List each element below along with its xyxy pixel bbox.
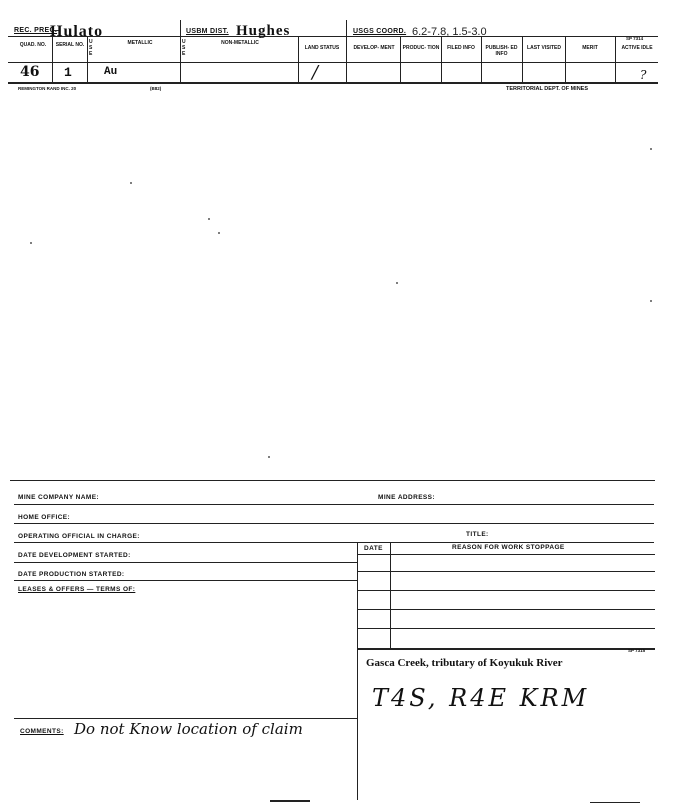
reason-col-header: REASON FOR WORK STOPPAGE	[452, 544, 565, 551]
printer-imprint: REMINGTON RAND INC. 20	[18, 86, 77, 91]
col-div	[481, 36, 482, 82]
col-div	[52, 36, 53, 82]
row-quad: 46	[20, 64, 40, 80]
scan-speck	[268, 456, 270, 458]
mine-company-label: MINE COMPANY NAME:	[18, 494, 99, 501]
col-active-idle: ACTIVE IDLE	[621, 45, 653, 51]
date-col-header: DATE	[364, 545, 383, 552]
col-development: DEVELOP- MENT	[353, 45, 395, 51]
operating-official-label: OPERATING OFFICIAL IN CHARGE:	[18, 533, 140, 540]
rule	[357, 554, 655, 555]
date-production-label: DATE PRODUCTION STARTED:	[18, 571, 125, 578]
col-filed-info: FILED INFO	[447, 45, 475, 51]
scan-speck	[130, 182, 132, 184]
scan-speck	[30, 242, 32, 244]
scan-speck	[650, 300, 652, 302]
col-div	[522, 36, 523, 82]
rule	[14, 542, 654, 543]
row-metallic: Au	[104, 66, 118, 78]
rec-prec-label: REC. PREC.	[14, 27, 58, 34]
rule	[357, 648, 655, 650]
col-use-nonmetallic: U S E	[182, 39, 186, 57]
col-div	[346, 20, 347, 82]
date-development-label: DATE DEVELOPMENT STARTED:	[18, 552, 131, 559]
usbm-dist-value: Hughes	[236, 23, 291, 39]
col-div	[565, 36, 566, 82]
row-serial: 1	[64, 65, 72, 80]
location-typed: Gasca Creek, tributary of Koyukuk River	[366, 657, 563, 669]
col-quad: QUAD. NO.	[19, 42, 47, 48]
agency-name: TERRITORIAL DEPT. OF MINES	[506, 86, 588, 92]
rule	[14, 718, 357, 719]
col-land-status: LAND STATUS	[304, 45, 340, 51]
rule	[14, 562, 357, 563]
col-merit: MERIT	[582, 45, 598, 51]
col-div	[441, 36, 442, 82]
usgs-coord-label: USGS COORD.	[353, 28, 407, 35]
header-top-rule	[8, 36, 658, 37]
rule	[14, 523, 654, 524]
col-div	[400, 36, 401, 82]
rule	[357, 571, 655, 572]
lower-top-rule	[10, 480, 655, 481]
comments-label: COMMENTS:	[20, 728, 64, 735]
col-non-metallic: NON-METALLIC	[221, 40, 259, 46]
header-bottom-rule	[8, 82, 658, 84]
col-div	[615, 36, 616, 82]
bottom-mark	[270, 800, 310, 802]
comments-handwritten: Do not Know location of claim	[74, 720, 303, 738]
scan-speck	[208, 218, 210, 220]
col-published-info: PUBLISH- ED INFO	[485, 45, 518, 57]
usgs-coord-value: 6.2-7.8, 1.5-3.0	[412, 26, 487, 38]
rule	[14, 580, 357, 581]
form-code-top: SP 7314	[626, 36, 644, 41]
rule	[357, 590, 655, 591]
col-use-metallic: U S E	[89, 39, 93, 57]
scan-speck	[650, 148, 652, 150]
date-col-divider	[390, 542, 391, 650]
home-office-label: HOME OFFICE:	[18, 514, 71, 521]
location-handwritten: T4S, R4E KRM	[372, 684, 590, 712]
usbm-dist-label: USBM DIST.	[186, 28, 229, 35]
col-serial: SERIAL NO.	[55, 42, 85, 48]
rule	[357, 609, 655, 610]
mine-address-label: MINE ADDRESS:	[378, 494, 435, 501]
rule	[357, 628, 655, 629]
rule	[14, 504, 654, 505]
col-metallic: METALLIC	[127, 40, 153, 46]
scan-speck	[396, 282, 398, 284]
col-div	[180, 20, 181, 82]
col-div	[87, 36, 88, 82]
col-last-visited: LAST VISITED	[527, 45, 561, 51]
right-panel-divider	[357, 542, 358, 800]
col-production: PRODUC- TION	[402, 45, 440, 51]
row-active-idle: ?	[640, 68, 647, 82]
form-code-bottom: SP 7315	[628, 648, 646, 653]
scan-speck	[218, 232, 220, 234]
col-div	[298, 36, 299, 82]
bottom-mark	[590, 802, 640, 803]
printer-code: (B82)	[150, 86, 162, 91]
header-mid-rule	[8, 62, 658, 63]
row-land-status: /	[312, 62, 319, 83]
title-label: TITLE:	[466, 531, 489, 538]
rec-prec-value: Hulato	[50, 23, 104, 40]
leases-label: LEASES & OFFERS — TERMS OF:	[18, 586, 136, 593]
